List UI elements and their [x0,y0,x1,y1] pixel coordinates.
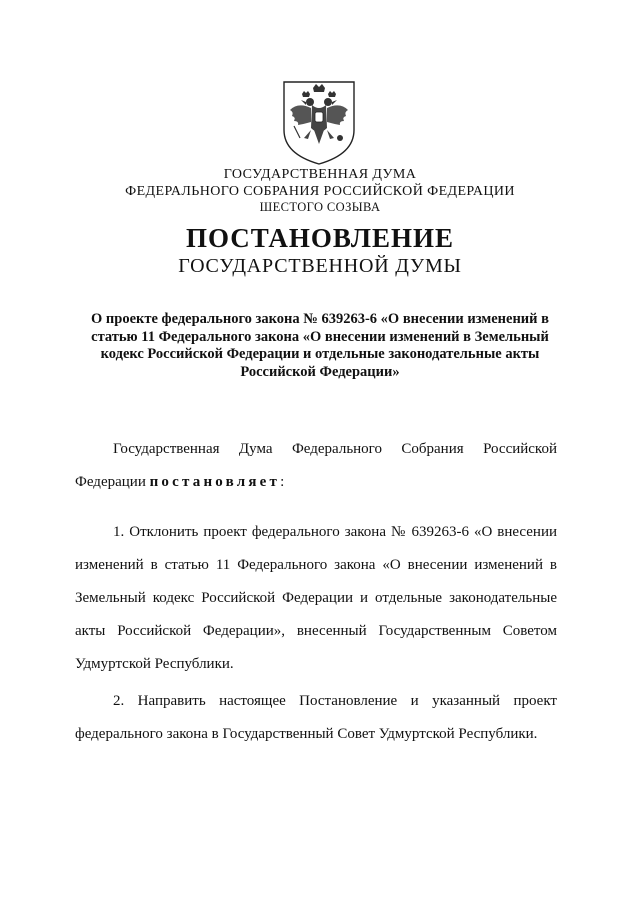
resolution-subject: О проекте федерального закона № 639263-6 «О внесении изменений в статью 11 Федерального закона «О внесении изменений в Земельный кодекс Российской Федерации и отдельные законодательные акты Российской Федерации» [91,311,549,380]
convocation-line: ШЕСТОГО СОЗЫВА [259,200,381,214]
resolves-verb: постановляет [149,474,281,490]
document-issuer-title: ГОСУДАРСТВЕННОЙ ДУМЫ [178,255,462,277]
document-type-title: ПОСТАНОВЛЕНИЕ [185,223,455,253]
russian-coat-of-arms-icon [280,78,358,166]
resolution-item-1: 1. Отклонить проект федерального закона № 639263-6 «О внесении изменений в статью 11 Федерального закона «О внесении изменений в Земельный кодекс Российской Федерации и отдельные законодательные акты Российской Федерации», внесенный Государственным Советом Удмуртской Республики. [75,524,557,672]
resolution-item-2: 2. Направить настоящее Постановление и указанный проект федерального закона в Государственный Совет Удмуртской Республики. [75,693,557,742]
issuer-name-line1: ГОСУДАРСТВЕННАЯ ДУМА [223,167,417,182]
intro-paragraph [75,433,557,499]
issuer-name-line2: ФЕДЕРАЛЬНОГО СОБРАНИЯ РОССИЙСКОЙ ФЕДЕРАЦИИ [125,184,515,199]
intro-text: Государственная Дума Федерального Собрания Российской Федерации [75,441,557,490]
intro-colon: : [280,474,285,490]
